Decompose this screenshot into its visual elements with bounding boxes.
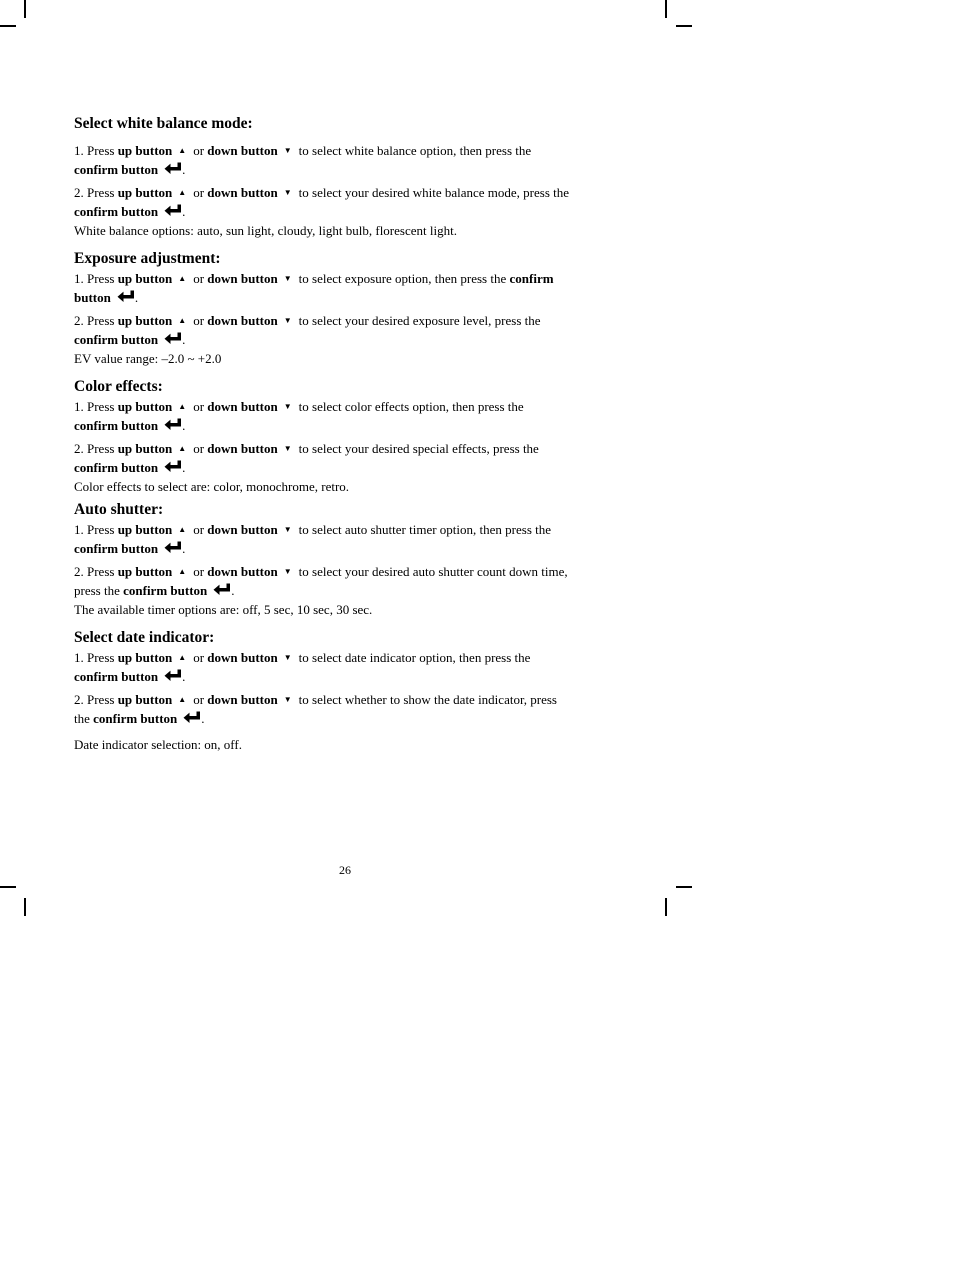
down-triangle-icon: ▼ <box>283 567 292 576</box>
crop-mark <box>676 25 692 27</box>
up-triangle-icon: ▲ <box>178 653 187 662</box>
section-auto-shutter <box>74 500 634 619</box>
up-triangle-icon: ▲ <box>178 402 187 411</box>
step-2-line: 2. Press up button ▲ or down button ▼ to select your desired special effects, press the <box>74 441 539 456</box>
up-triangle-icon: ▲ <box>178 188 187 197</box>
section-heading: Exposure adjustment: <box>74 250 221 267</box>
step-2-line: 2. Press up button ▲ or down button ▼ to select whether to show the date indicator, press <box>74 692 557 707</box>
down-button-label: down button <box>207 143 278 158</box>
down-button-label: down button <box>207 692 278 707</box>
crop-mark <box>0 886 16 888</box>
crop-mark <box>0 25 16 27</box>
step-1-line: 1. Press up button ▲ or down button ▼ to select white balance option, then press the <box>74 143 532 158</box>
up-triangle-icon: ▲ <box>178 316 187 325</box>
confirm-button-label: confirm button <box>74 204 159 219</box>
confirm-button-label: confirm button <box>74 669 159 684</box>
section-date-indicator <box>74 628 634 754</box>
down-triangle-icon: ▼ <box>283 653 292 662</box>
confirm-button-label: confirm button <box>74 162 159 177</box>
step-1-line: 1. Press up button ▲ or down button ▼ to select auto shutter timer option, then press the <box>74 522 552 537</box>
up-button-label: up button <box>117 564 173 579</box>
up-button-label: up button <box>117 271 173 286</box>
confirm-button-label: confirm button <box>74 332 159 347</box>
enter-arrow-icon <box>164 162 182 175</box>
section-note: White balance options: auto, sun light, cloudy, light bulb, florescent light. <box>74 223 457 238</box>
section-heading: Auto shutter: <box>74 501 164 518</box>
confirm-button-label: confirm button <box>123 583 208 598</box>
step-1-line: 1. Press up button ▲ or down button ▼ to select exposure option, then press the confirm <box>74 271 554 286</box>
step-1-line-cont: button . <box>74 290 139 305</box>
up-button-label: up button <box>117 441 173 456</box>
enter-arrow-icon <box>164 541 182 554</box>
up-button-label: up button <box>117 185 173 200</box>
step-2-line-cont: press the confirm button . <box>74 583 235 598</box>
enter-arrow-icon <box>183 711 201 724</box>
step-2-line-cont: the confirm button . <box>74 711 205 726</box>
step-1-line-cont: confirm button . <box>74 418 186 433</box>
section-heading: Select date indicator: <box>74 629 215 646</box>
step-1-line: 1. Press up button ▲ or down button ▼ to select date indicator option, then press the <box>74 650 531 665</box>
enter-arrow-icon <box>164 204 182 217</box>
down-button-label: down button <box>207 564 278 579</box>
confirm-button-label: confirm button <box>74 418 159 433</box>
step-2-line: 2. Press up button ▲ or down button ▼ to select your desired white balance mode, press the <box>74 185 570 200</box>
enter-arrow-icon <box>164 669 182 682</box>
section-white-balance <box>74 114 634 240</box>
down-triangle-icon: ▼ <box>283 525 292 534</box>
down-button-label: down button <box>207 522 278 537</box>
up-button-label: up button <box>117 399 173 414</box>
down-button-label: down button <box>207 399 278 414</box>
up-button-label: up button <box>117 522 173 537</box>
page-number: 26 <box>339 863 351 877</box>
enter-arrow-icon <box>164 418 182 431</box>
up-triangle-icon: ▲ <box>178 146 187 155</box>
down-button-label: down button <box>207 441 278 456</box>
crop-mark <box>24 898 26 916</box>
step-2-line: 2. Press up button ▲ or down button ▼ to select your desired auto shutter count down time, <box>74 564 568 579</box>
step-1-line-cont: confirm button . <box>74 669 186 684</box>
button-word: button <box>74 290 111 305</box>
down-button-label: down button <box>207 313 278 328</box>
down-triangle-icon: ▼ <box>283 146 292 155</box>
down-triangle-icon: ▼ <box>283 188 292 197</box>
step-2-line-cont: confirm button . <box>74 204 186 219</box>
confirm-button-label: confirm button <box>74 460 159 475</box>
down-triangle-icon: ▼ <box>283 444 292 453</box>
up-triangle-icon: ▲ <box>178 444 187 453</box>
down-triangle-icon: ▼ <box>283 695 292 704</box>
section-note: Color effects to select are: color, monochrome, retro. <box>74 479 350 494</box>
down-button-label: down button <box>207 271 278 286</box>
crop-mark <box>676 886 692 888</box>
section-color-effects <box>74 377 634 496</box>
up-button-label: up button <box>117 650 173 665</box>
down-button-label: down button <box>207 185 278 200</box>
step-1-line: 1. Press up button ▲ or down button ▼ to select color effects option, then press the <box>74 399 524 414</box>
section-note: Date indicator selection: on, off. <box>74 737 242 752</box>
enter-arrow-icon <box>164 460 182 473</box>
enter-arrow-icon <box>117 290 135 303</box>
down-triangle-icon: ▼ <box>283 274 292 283</box>
step-2-line-cont: confirm button . <box>74 460 186 475</box>
up-button-label: up button <box>117 143 173 158</box>
enter-arrow-icon <box>213 583 231 596</box>
page-content <box>74 114 634 754</box>
up-triangle-icon: ▲ <box>178 695 187 704</box>
up-button-label: up button <box>117 692 173 707</box>
step-2-line: 2. Press up button ▲ or down button ▼ to select your desired exposure level, press the <box>74 313 541 328</box>
section-exposure <box>74 249 634 368</box>
step-1-line-cont: confirm button . <box>74 541 186 556</box>
confirm-word: confirm <box>509 271 554 286</box>
up-triangle-icon: ▲ <box>178 274 187 283</box>
section-heading: Select white balance mode: <box>74 115 253 132</box>
down-triangle-icon: ▼ <box>283 316 292 325</box>
section-note: The available timer options are: off, 5 sec, 10 sec, 30 sec. <box>74 602 373 617</box>
section-note: EV value range: –2.0 ~ +2.0 <box>74 351 222 366</box>
down-button-label: down button <box>207 650 278 665</box>
section-heading: Color effects: <box>74 378 163 395</box>
step-1-line-cont: confirm button . <box>74 162 186 177</box>
crop-mark <box>665 0 667 18</box>
up-button-label: up button <box>117 313 173 328</box>
crop-mark <box>24 0 26 18</box>
enter-arrow-icon <box>164 332 182 345</box>
up-triangle-icon: ▲ <box>178 525 187 534</box>
step-2-line-cont: confirm button . <box>74 332 186 347</box>
crop-mark <box>665 898 667 916</box>
confirm-button-label: confirm button <box>93 711 178 726</box>
down-triangle-icon: ▼ <box>283 402 292 411</box>
up-triangle-icon: ▲ <box>178 567 187 576</box>
confirm-button-label: confirm button <box>74 541 159 556</box>
